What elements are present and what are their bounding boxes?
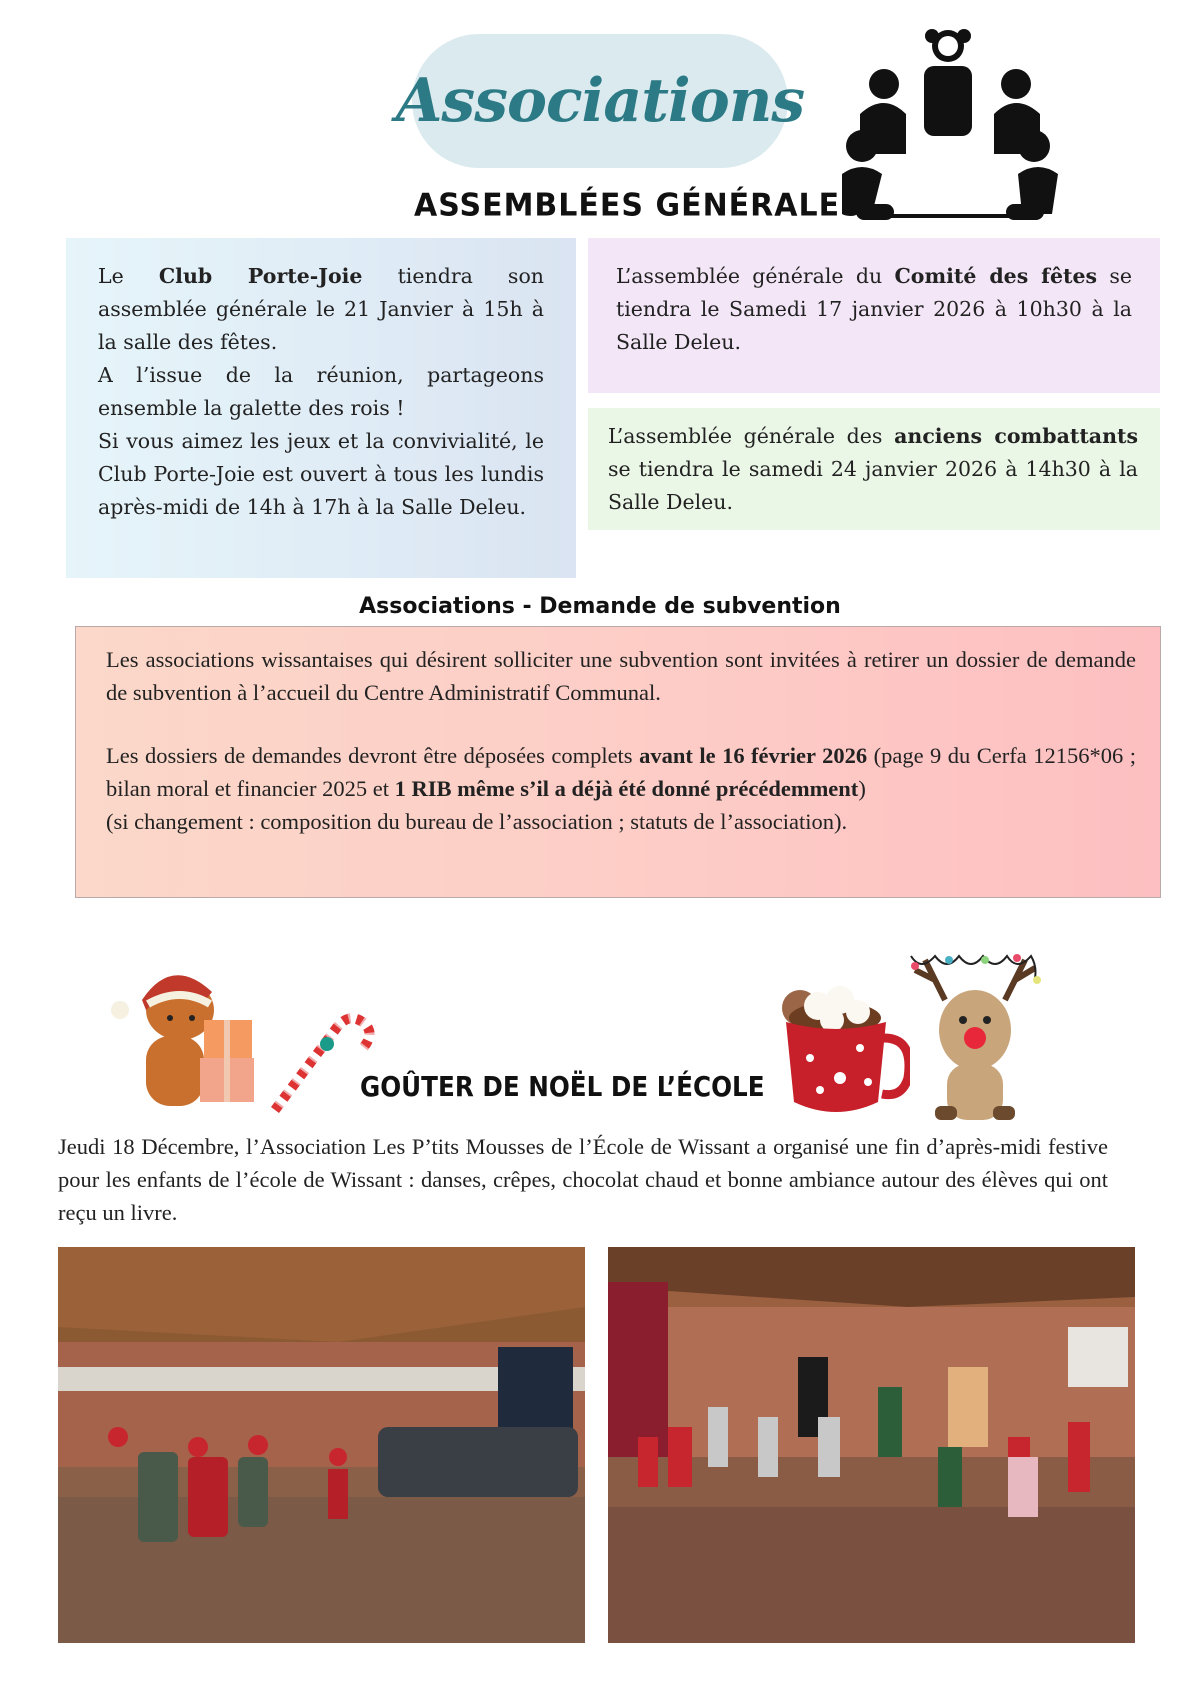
text: (page 9 du Cerfa 12156*06 ; bilan moral et financier 2025 et xyxy=(106,743,1137,801)
text: se tiendra le Samedi 17 janvier 2026 à 10h30 à la Salle Deleu. xyxy=(616,264,1132,354)
club-name: Club Porte-Joie xyxy=(158,264,363,288)
section-heading-assemblees: ASSEMBLÉES GÉNÉRALES xyxy=(414,187,863,224)
subvention-para-3: (si changement : composition du bureau de l’association ; statuts de l’association). xyxy=(106,809,848,834)
section-heading-gouter: GOÛTER DE NOËL DE L’ÉCOLE xyxy=(360,1070,765,1103)
text: A l’issue de la réunion, partageons ensemble la galette des rois ! xyxy=(98,363,544,420)
comite-fetes-box xyxy=(588,238,1160,393)
rib-note: 1 RIB même s’il a déjà été donné précédemment xyxy=(394,776,859,801)
photo-children-dancing-2 xyxy=(608,1247,1135,1643)
text: se tiendra le samedi 24 janvier 2026 à 14h30 à la Salle Deleu. xyxy=(608,457,1138,514)
text: tiendra son assemblée générale le 21 Janvier à 15h à la salle des fêtes. xyxy=(98,264,544,354)
anciens-combattants-box xyxy=(588,408,1160,530)
comite-name: Comité des fêtes xyxy=(894,264,1098,288)
text: ) xyxy=(858,776,866,801)
anciens-name: anciens combattants xyxy=(894,424,1138,448)
text: Si vous aimez les jeux et la convivialité, le Club Porte-Joie est ouvert à tous les lundis après-midi de 14h à 17h à la Salle Deleu. xyxy=(98,429,544,519)
photo-children-dancing-1 xyxy=(58,1247,585,1643)
gouter-description: Jeudi 18 Décembre, l’Association Les P’tits Mousses de l’École de Wissant a organisé une fin d’après-midi festive pour les enfants de l’école de Wissant : danses, crêpes, chocolat chaud et bonne ambiance autour des élèves qui ont reçu un livre. xyxy=(58,1134,1108,1225)
subvention-box xyxy=(75,626,1161,898)
subvention-para-2 xyxy=(106,739,1136,805)
section-heading-subvention: Associations - Demande de subvention xyxy=(359,594,841,619)
title-banner xyxy=(395,34,805,168)
hot-chocolate-icon xyxy=(760,978,910,1128)
gingerbread-icon xyxy=(100,950,280,1130)
meeting-people-icon xyxy=(830,24,1070,240)
club-porte-joie-box xyxy=(66,238,576,578)
reindeer-icon xyxy=(905,930,1045,1130)
text: L’assemblée générale des xyxy=(608,424,895,448)
subvention-para-1: Les associations wissantaises qui désirent solliciter une subvention sont invitées à retirer un dossier de demande de subvention à l’accueil du Centre Administratif Communal. xyxy=(106,647,1136,705)
text: Les dossiers de demandes devront être déposées complets xyxy=(106,743,640,768)
text: L’assemblée générale du xyxy=(616,264,895,288)
deadline: avant le 16 février 2026 xyxy=(639,743,868,768)
text: Le xyxy=(98,264,159,288)
page-title: Associations xyxy=(395,66,805,136)
candy-cane-icon xyxy=(265,1000,375,1120)
